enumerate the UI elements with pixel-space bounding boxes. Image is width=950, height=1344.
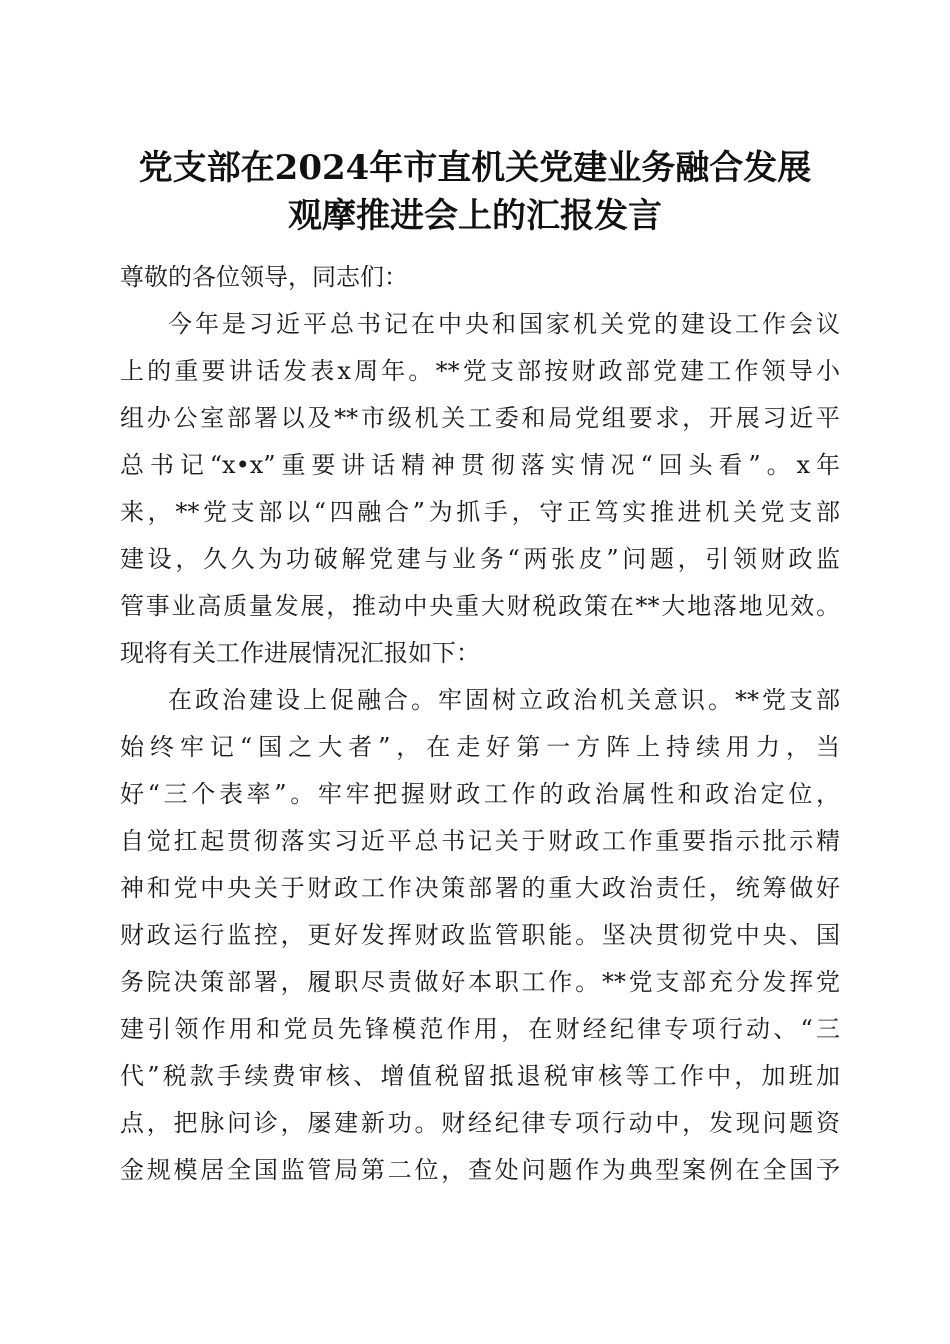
paragraph-2-line: 在政治建设上促融合。牢固树立政治机关意识。**党支部	[168, 686, 840, 714]
paragraph-2-line: 代”税款手续费审核、增值税留抵退税审核等工作中，加班加	[120, 1062, 840, 1090]
paragraph-2-line: 始终牢记“国之大者”，在走好第一方阵上持续用力，当	[120, 733, 840, 761]
salutation: 尊敬的各位领导，同志们：	[120, 263, 408, 291]
paragraph-2-line: 务院决策部署，履职尽责做好本职工作。**党支部充分发挥党	[120, 968, 840, 996]
document-title-line-2: 观摩推进会上的汇报发言	[288, 196, 662, 236]
paragraph-2-line: 好“三个表率”。牢牢把握财政工作的政治属性和政治定位，	[120, 780, 840, 808]
paragraph-1-line: 今年是习近平总书记在中央和国家机关党的建设工作会议	[168, 310, 840, 338]
paragraph-1	[120, 301, 840, 677]
document-title-line-1: 党支部在2024年市直机关党建业务融合发展	[138, 148, 812, 188]
paragraph-2-line: 自觉扛起贯彻落实习近平总书记关于财政工作重要指示批示精	[120, 827, 840, 855]
paragraph-1-line: 管事业高质量发展，推动中央重大财税政策在**大地落地见效。	[120, 592, 840, 620]
paragraph-1-line: 现将有关工作进展情况汇报如下：	[120, 639, 480, 667]
paragraph-2-line: 金规模居全国监管局第二位，查处问题作为典型案例在全国予	[120, 1156, 840, 1184]
paragraph-1-line: 组办公室部署以及**市级机关工委和局党组要求，开展习近平	[120, 404, 840, 432]
paragraph-2	[120, 677, 840, 1194]
paragraph-1-line: 建设，久久为功破解党建与业务“两张皮”问题，引领财政监	[120, 545, 840, 573]
paragraph-2-line: 点，把脉问诊，屡建新功。财经纪律专项行动中，发现问题资	[120, 1109, 840, 1137]
paragraph-1-line: 上的重要讲话发表x周年。**党支部按财政部党建工作领导小	[120, 357, 840, 385]
paragraph-2-line: 神和党中央关于财政工作决策部署的重大政治责任，统筹做好	[120, 874, 840, 902]
paragraph-1-line: 总书记“x•x”重要讲话精神贯彻落实情况“回头看”。x年	[120, 451, 840, 479]
paragraph-2-line: 建引领作用和党员先锋模范作用，在财经纪律专项行动、“三	[120, 1015, 840, 1043]
document-body	[120, 254, 840, 1194]
paragraph-1-line: 来，**党支部以“四融合”为抓手，守正笃实推进机关党支部	[120, 498, 840, 526]
paragraph-2-line: 财政运行监控，更好发挥财政监管职能。坚决贯彻党中央、国	[120, 921, 840, 949]
